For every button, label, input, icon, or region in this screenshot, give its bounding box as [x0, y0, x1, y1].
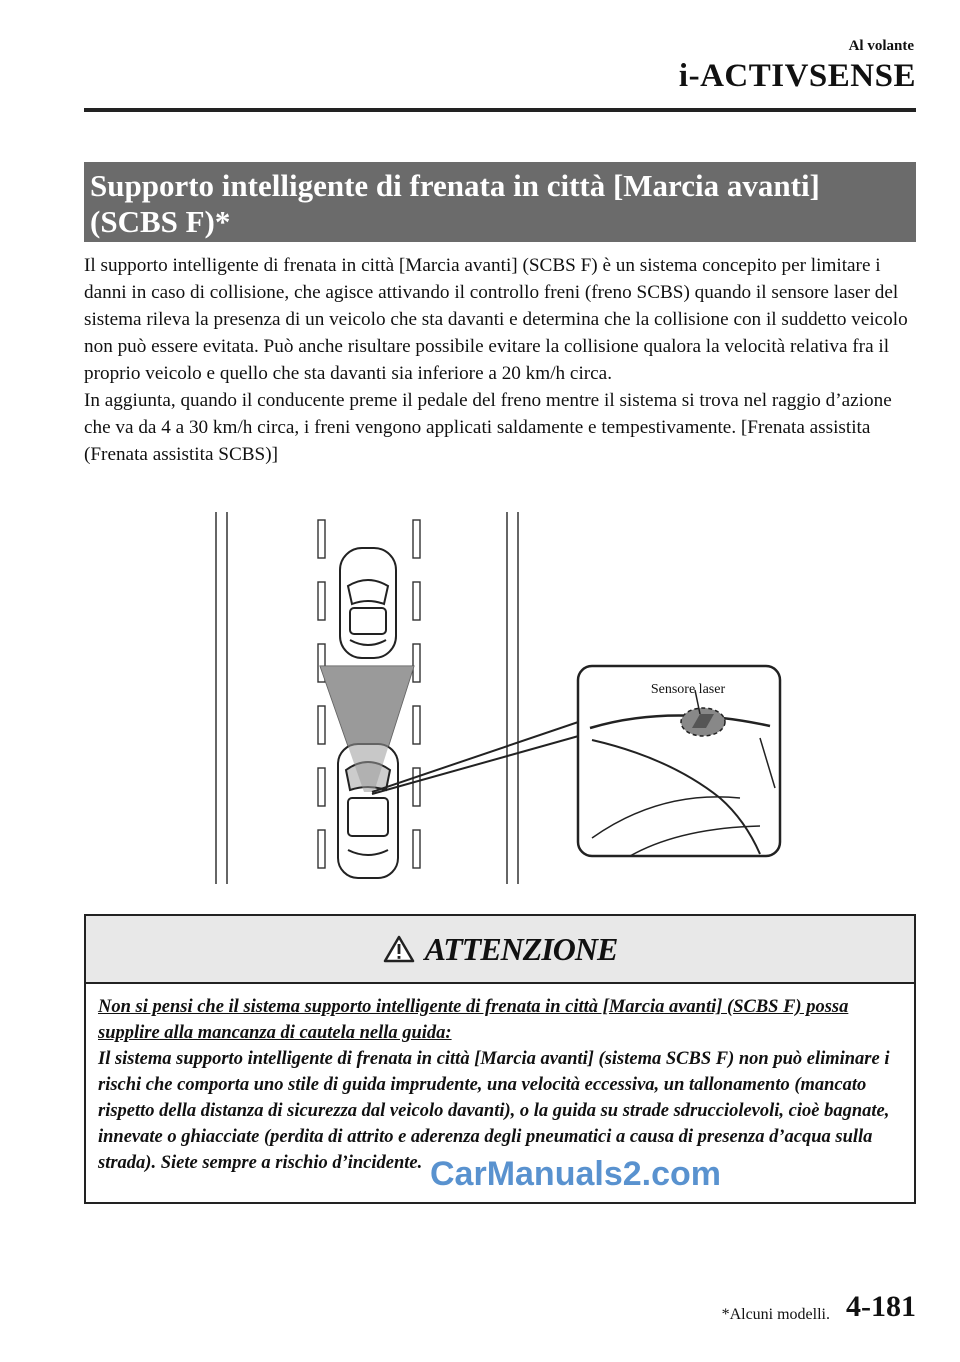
header-rule — [84, 108, 916, 112]
footnote: *Alcuni modelli. — [721, 1306, 830, 1323]
header-section: Al volante — [848, 38, 914, 54]
warning-text: Il sistema supporto intelligente di frenata in città [Marcia avanti] (sistema SCBS F) non può eliminare i rischi che comporta uno stile di guida imprudente, una velocità eccessiva, un tallonamento (mancato rispetto della distanza di sicurezza dal veicolo davanti), o la guida su strade sdrucciolevoli, cioè bagnate, innevate o ghiacciate (perdita di attrito e aderenza degli pneumatici a causa di presenza d’acqua sulla strada). Siete sempre a rischio d’incidente. — [98, 1049, 890, 1173]
road-diagram — [200, 508, 800, 888]
warning-header — [86, 916, 914, 984]
body-text — [84, 252, 920, 468]
scbs-illustration — [200, 508, 800, 888]
body-paragraph: Il supporto intelligente di frenata in città [Marcia avanti] (SCBS F) è un sistema concepito per limitare i danni in caso di collisione, che agisce attivando il controllo freni (freno SCBS) quando il sensore laser del sistema rileva la presenza di un veicolo che sta davanti e determina che la collisione con il suddetto veicolo non può essere evitata. Può anche risultare possibile evitare la collisione qualora la velocità relativa fra il proprio veicolo e quello che sta davanti sia inferiore a 20 km/h circa. — [84, 255, 908, 384]
callout-leader — [372, 716, 596, 792]
lane-dashes-left — [318, 520, 325, 868]
section-title — [84, 162, 916, 242]
warning-lead: Non si pensi che il sistema supporto intelligente di frenata in città [Marcia avanti] (SCBS F) possa supplire alla mancanza di cautela nella guida: — [98, 997, 849, 1043]
section-title-line2: (SCBS F)* — [90, 204, 231, 239]
lane-dashes-right — [413, 520, 420, 868]
sensor-inset — [578, 666, 780, 856]
section-title-line1: Supporto intelligente di frenata in città [Marcia avanti] — [90, 168, 820, 203]
header-chapter: i-ACTIVSENSE — [678, 58, 916, 94]
front-car — [340, 548, 396, 658]
callout-leader — [372, 730, 600, 794]
body-paragraph: In aggiunta, quando il conducente preme il pedale del freno mentre il sistema si trova nel raggio d’azione che va da 4 a 30 km/h circa, i freni vengono applicati saldamente e tempestivamente. [Frenata assistita (Frenata assistita SCBS)] — [84, 390, 892, 465]
callout-label: Sensore laser — [650, 682, 726, 697]
warning-body — [86, 984, 914, 1176]
watermark: CarManuals2.com — [430, 1155, 721, 1193]
warning-triangle-icon — [383, 934, 415, 964]
page-number: 4-181 — [846, 1290, 916, 1323]
warning-title: ATTENZIONE — [424, 930, 618, 967]
